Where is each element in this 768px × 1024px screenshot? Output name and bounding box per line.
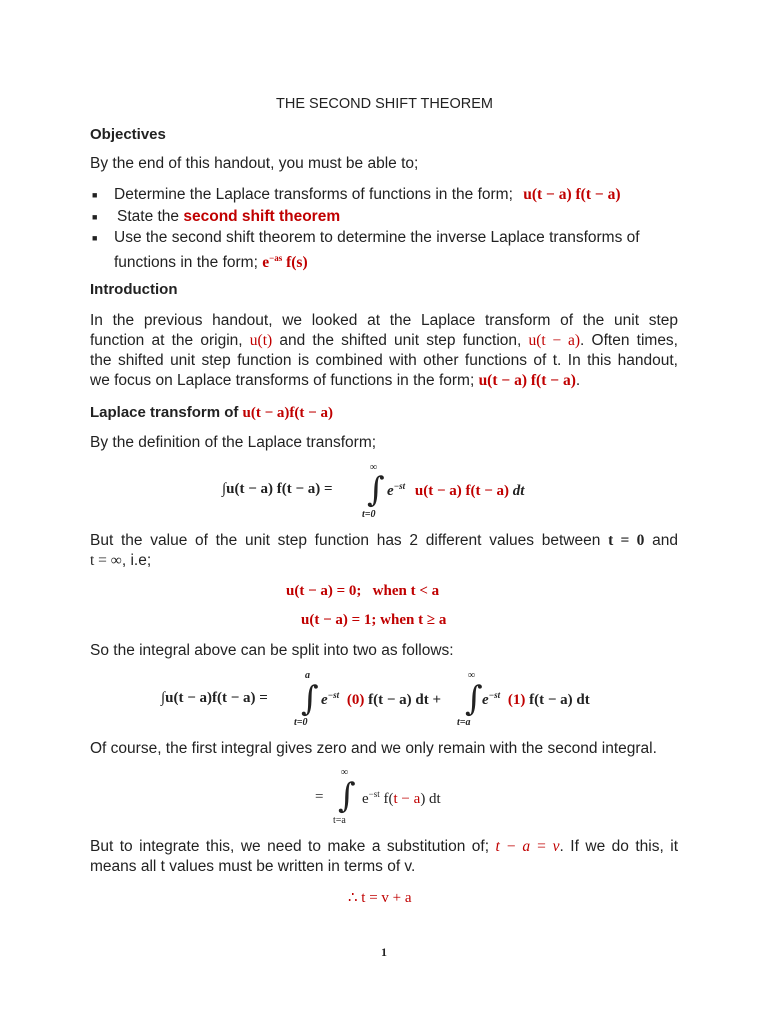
step-values-line-1: But the value of the unit step function has 2 different values between t = 0 and <box>90 532 679 549</box>
section-heading: Laplace transform of u(t − a)f(t − a) <box>90 404 333 421</box>
equation-1-upper-limit: ∞ <box>370 462 378 473</box>
equation-3-lower-limit: t=a <box>333 815 346 826</box>
intro-line-2: function at the origin, u(t) and the shifted unit step function, u(t − a). Often times, <box>90 332 678 349</box>
integral-sign: ∫ <box>465 679 483 719</box>
integral-sign: ∫ <box>301 679 319 719</box>
split-line: So the integral above can be split into two as follows: <box>90 642 454 659</box>
substitution-line-1: But to integrate this, we need to make a substitution of; t − a = v. If we do this, it <box>90 838 679 855</box>
equation-3-upper-limit: ∞ <box>341 767 349 778</box>
equation-1-lower-limit: t=0 <box>362 509 376 520</box>
page-number: 1 <box>381 945 387 959</box>
objective-item-1 <box>114 185 621 205</box>
equation-2-lower-limit-2: t=a <box>457 717 471 728</box>
equation-1-integrand: $e^{-st}$ u(t − a) f(t − a) dt <box>387 481 525 499</box>
intro-line-4: we focus on Laplace transforms of functions in the form; u(t − a) f(t − a). <box>90 372 581 389</box>
objective-item-1-math: u(t − a) f(t − a) <box>523 186 621 203</box>
objectives-intro: By the end of this handout, you must be able to; <box>90 155 419 172</box>
intro-line-3: the shifted unit step function is combined with other functions of t. In this handout, <box>90 352 678 369</box>
substitution-line-2: means all t values must be written in terms of v. <box>90 858 416 875</box>
integral-sign: ∫ <box>367 470 385 510</box>
objective-item-3-math: $e^{-as}$ f(s) <box>262 253 308 272</box>
definition-line: By the definition of the Laplace transform; <box>90 434 377 451</box>
step-values-line-2: t = ∞, i.e; <box>90 552 152 569</box>
objective-item-3-line-2 <box>114 248 308 273</box>
equation-2-upper-limit-2: ∞ <box>468 670 476 681</box>
first-integral-zero-line: Of course, the first integral gives zero and we only remain with the second integral. <box>90 740 657 757</box>
case-1: u(t − a) = 0; when t < a <box>286 583 440 599</box>
equation-2-lhs: ∫u(t − a)f(t − a) = <box>161 690 268 706</box>
objective-item-1-text: Determine the Laplace transforms of functions in the form; <box>114 186 513 203</box>
intro-line-1: In the previous handout, we looked at the Laplace transform of the unit step <box>90 312 678 329</box>
equation-3-lhs: = <box>315 789 324 805</box>
case-2: u(t − a) = 1; when t ≥ a <box>301 612 447 628</box>
bullet-marker: ■ <box>92 190 98 200</box>
equation-1-lhs: ∫u(t − a) f(t − a) = <box>222 481 333 497</box>
introduction-heading: Introduction <box>90 281 178 298</box>
therefore-equation: ∴ t = v + a <box>348 890 412 906</box>
page-title: THE SECOND SHIFT THEOREM <box>276 96 493 112</box>
integral-sign: ∫ <box>338 776 356 816</box>
bullet-marker: ■ <box>92 212 98 222</box>
objective-item-2 <box>117 207 340 227</box>
unit-step-math: u(t) <box>249 332 273 349</box>
objective-item-2-emphasis: second shift theorem <box>183 208 341 225</box>
bullet-marker: ■ <box>92 233 98 243</box>
objective-item-3-line-1: Use the second shift theorem to determine the inverse Laplace transforms of <box>114 229 640 246</box>
shifted-step-math: u(t − a) <box>528 332 581 349</box>
intro-form-math: u(t − a) f(t − a) <box>478 372 576 389</box>
equation-2-lower-limit-1: t=0 <box>294 717 308 728</box>
objective-item-2-text: State the <box>117 208 180 225</box>
equation-2-upper-limit-1: a <box>305 670 310 681</box>
equation-2-term-1: $e^{-st}$ (0) f(t − a) dt + <box>321 690 442 708</box>
objectives-heading: Objectives <box>90 126 166 143</box>
equation-2-term-2: $e^{-st}$ (1) f(t − a) dt <box>482 690 590 708</box>
objective-item-3-text: functions in the form; <box>114 254 258 272</box>
equation-3-integrand: $e^{-st}$ f(t − a) dt <box>362 789 441 807</box>
